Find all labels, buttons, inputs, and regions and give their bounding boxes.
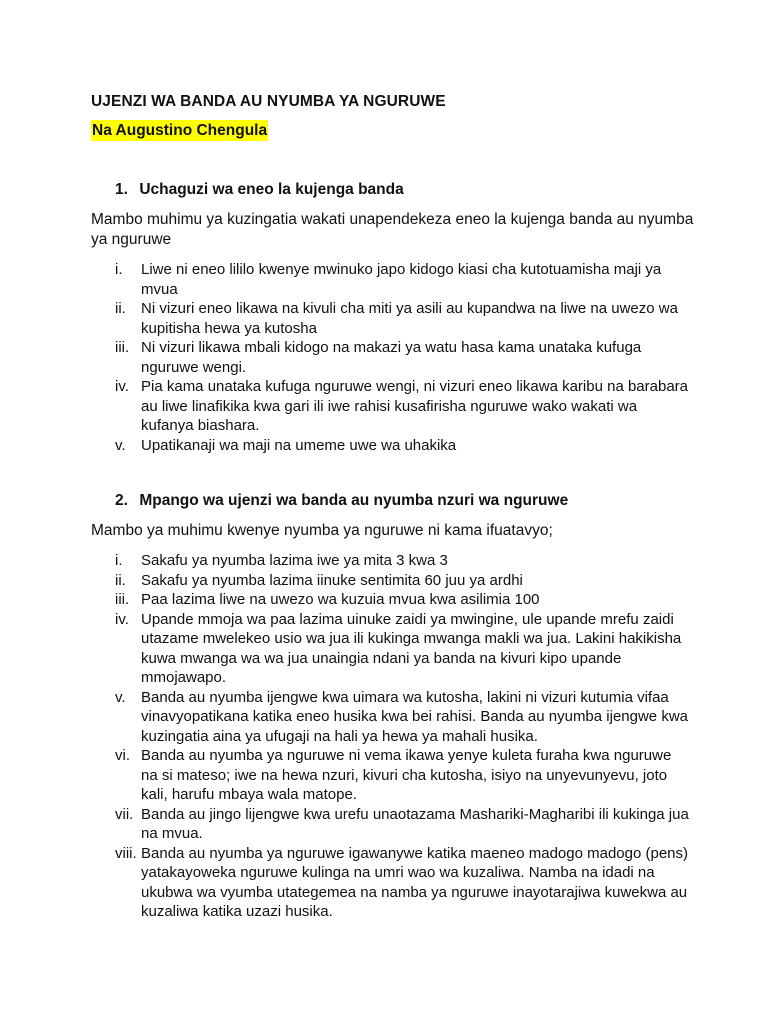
section-2-intro: Mambo ya muhimu kwenye nyumba ya nguruwe ni kama ifuatavyo; — [91, 522, 553, 539]
list-item-text: Banda au jingo lijengwe kwa urefu unaotazama Mashariki-Magharibi ili kukinga jua na mvua. — [141, 805, 689, 842]
list-item — [91, 338, 691, 377]
section-2-number: 2. — [115, 492, 128, 509]
list-marker: ii. — [115, 300, 126, 317]
list-item-text: Ni vizuri likawa mbali kidogo na makazi ya watu hasa kama unataka kufuga nguruwe wengi. — [141, 339, 642, 376]
section-1-intro: Mambo muhimu ya kuzingatia wakati unapendekeza eneo la kujenga banda au nyumba ya nguruwe — [91, 211, 694, 248]
list-item-text: Upatikanaji wa maji na umeme uwe wa uhakika — [141, 436, 457, 454]
list-item — [91, 590, 691, 610]
list-item — [91, 299, 691, 338]
list-marker: i. — [115, 261, 123, 278]
list-item — [91, 377, 691, 436]
list-marker: vi. — [115, 747, 130, 764]
list-item-text: Sakafu ya nyumba lazima iinuke sentimita 60 juu ya ardhi — [141, 571, 523, 589]
list-marker: v. — [115, 688, 126, 706]
list-marker: i. — [115, 552, 123, 569]
author-name: Na Augustino Chengula — [92, 122, 268, 139]
list-marker: iii. — [115, 591, 130, 608]
list-marker: iv. — [115, 378, 129, 395]
author-line — [91, 122, 268, 140]
list-item — [91, 610, 691, 688]
list-marker: ii. — [115, 571, 126, 589]
list-item — [91, 688, 691, 747]
document-title: UJENZI WA BANDA AU NYUMBA YA NGURUWE — [91, 93, 446, 110]
list-item-text: Pia kama unataka kufuga nguruwe wengi, ni vizuri eneo likawa karibu na barabara au liwe linafikika kwa gari ili iwe rahisi kusafirisha nguruwe wako wakati wa kufanya biashara. — [141, 378, 688, 434]
list-item-text: Paa lazima liwe na uwezo wa kuzuia mvua kwa asilimia 100 — [141, 591, 540, 608]
list-item — [91, 746, 691, 805]
list-item-text: Upande mmoja wa paa lazima uinuke zaidi ya mwingine, ule upande mrefu zaidi utazame mwelekeo usio wa jua ili kukinga mwanga makli wa jua. Lakini hakikisha kuwa mwanga wa wa jua unaingia ndani ya banda na kivuri kipo upande mmojawapo. — [141, 610, 682, 686]
list-item — [91, 571, 691, 591]
section-2-heading — [115, 492, 568, 510]
list-marker: iv. — [115, 610, 129, 628]
list-item-text: Sakafu ya nyumba lazima iwe ya mita 3 kwa 3 — [141, 552, 448, 569]
list-item — [91, 805, 691, 844]
list-marker: iii. — [115, 339, 130, 356]
section-1-list — [91, 260, 691, 455]
list-marker: v. — [115, 436, 126, 454]
section-2-list — [91, 551, 691, 922]
section-2-heading-text: Mpango wa ujenzi wa banda au nyumba nzuri wa nguruwe — [139, 492, 569, 509]
list-item-text: Banda au nyumba ya nguruwe ni vema ikawa yenye kuleta furaha kwa nguruwe na si mateso; iwe na hewa nzuri, kivuri cha kutosha, isiyo na unyevunyevu, joto kali, harufu mbaya wala matope. — [141, 747, 672, 803]
list-item — [91, 260, 691, 299]
section-1-number: 1. — [115, 181, 128, 198]
list-item-text: Liwe ni eneo lililo kwenye mwinuko japo kidogo kiasi cha kutotuamisha maji ya mvua — [141, 261, 662, 298]
section-1-heading-text: Uchaguzi wa eneo la kujenga banda — [139, 181, 404, 198]
list-item-text: Banda au nyumba ya nguruwe igawanywe katika maeneo madogo madogo (pens) yatakayoweka nguruwe kulinga na umri wao wa kuzaliwa. Namba na idadi na ukubwa wa vyumba utategemea na namba ya nguruwe inayotarajiwa kuwekwa au kuzaliwa katika uzazi husika. — [141, 844, 689, 920]
section-1-heading — [115, 181, 404, 199]
list-item — [91, 844, 691, 922]
list-item — [91, 436, 691, 456]
list-item-text: Ni vizuri eneo likawa na kivuli cha miti ya asili au kupandwa na liwe na uwezo wa kupitisha hewa ya kutosha — [141, 300, 678, 337]
list-item — [91, 551, 691, 571]
list-item-text: Banda au nyumba ijengwe kwa uimara wa kutosha, lakini ni vizuri kutumia vifaa vinavyopatikana katika eneo husika kwa bei rahisi. Banda au nyumba ijengwe kwa kuzingatia aina ya ufugaji na hali ya hewa ya mahali husika. — [141, 688, 688, 745]
list-marker: vii. — [115, 805, 134, 823]
list-marker: viii. — [115, 844, 137, 862]
